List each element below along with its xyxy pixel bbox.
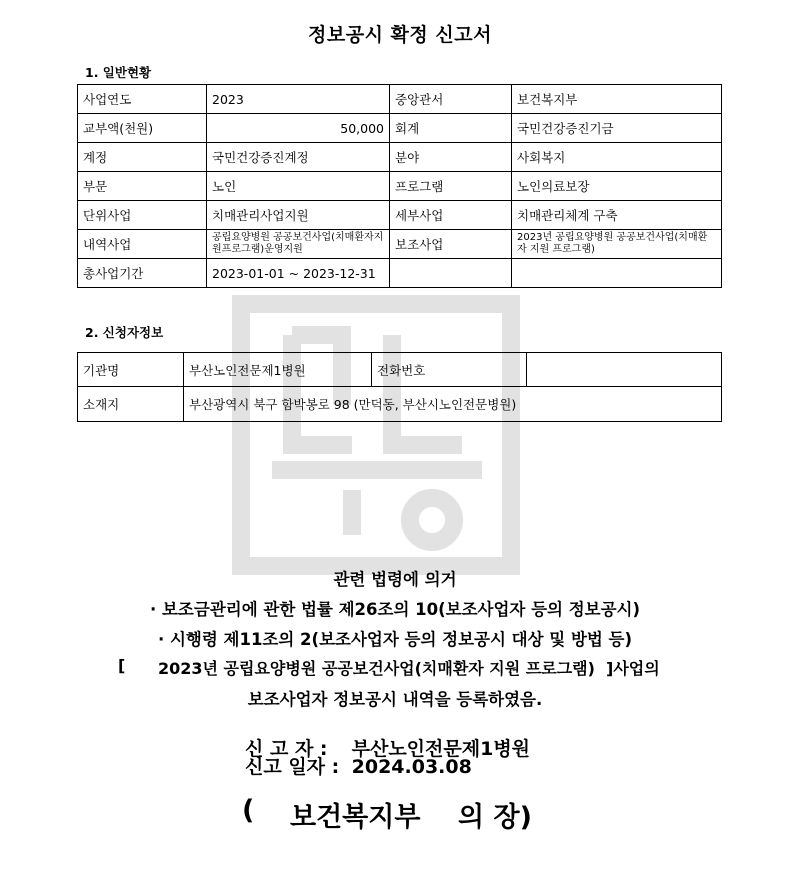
date-label: 신고 일자 : [245, 756, 340, 778]
statement-line-3: · 시행령 제11조의 2(보조사업자 등의 정보공시 대상 및 방법 등) [157, 630, 633, 649]
general-info-table [77, 84, 722, 288]
cell-value: 2023 [207, 85, 390, 114]
cell-value: 노인의료보장 [512, 172, 722, 201]
table-row [78, 353, 722, 387]
org-value: 부산노인전문제1병원 [184, 353, 372, 387]
cell-label: 보조사업 [390, 230, 512, 259]
cell-label: 단위사업 [78, 201, 207, 230]
cell-value: 사회복지 [512, 143, 722, 172]
table-row [78, 172, 722, 201]
address-label: 소재지 [78, 387, 184, 422]
cell-label: 회계 [390, 114, 512, 143]
cell-value: 치매관리체계 구축 [512, 201, 722, 230]
cell-value: 국민건강증진기금 [512, 114, 722, 143]
cell-value: 공립요양병원 공공보건사업(치매환자지원프로그램)운영지원 [207, 230, 390, 259]
cell-value: 50,000 [207, 114, 390, 143]
cell-label: 총사업기간 [78, 259, 207, 288]
table-row [78, 201, 722, 230]
date-line [245, 752, 472, 779]
cell-value: 보건복지부 [512, 85, 722, 114]
cell-label: 내역사업 [78, 230, 207, 259]
date-value: 2024.03.08 [351, 756, 472, 778]
cell-label: 프로그램 [390, 172, 512, 201]
cell-label: 부문 [78, 172, 207, 201]
address-value: 부산광역시 북구 함박봉로 98 (만덕동, 부산시노인전문병원) [184, 387, 722, 422]
org-label: 기관명 [78, 353, 184, 387]
section-applicant-heading: 2. 신청자정보 [85, 325, 164, 340]
cell-value: 국민건강증진계정 [207, 143, 390, 172]
statement-line-5: 보조사업자 정보공시 내역을 등록하였음. [247, 690, 543, 709]
statement-line-2: · 보조금관리에 관한 법률 제26조의 10(보조사업자 등의 정보공시) [149, 600, 641, 619]
table-row [78, 85, 722, 114]
cell-value: 노인 [207, 172, 390, 201]
applicant-info-table [77, 352, 722, 422]
cell-value [512, 259, 722, 288]
cell-label: 교부액(천원) [78, 114, 207, 143]
bracket-open: [ [118, 656, 126, 675]
reporter-label: 신 고 자 : [245, 738, 328, 760]
statement-line-1: 관련 법령에 의거 [333, 570, 457, 589]
cell-label: 계정 [78, 143, 207, 172]
table-row [78, 387, 722, 422]
reporter-value: 부산노인전문제1병원 [351, 738, 531, 760]
cell-label: 사업연도 [78, 85, 207, 114]
phone-value [527, 353, 722, 387]
table-row [78, 259, 722, 288]
footer-ministry: 보건복지부 [290, 802, 421, 833]
cell-label: 중앙관서 [390, 85, 512, 114]
document-title: 정보공시 확정 신고서 [308, 24, 492, 46]
phone-label: 전화번호 [372, 353, 527, 387]
watermark-seal [232, 295, 520, 575]
program-name: 2023년 공립요양병원 공공보건사업(치매환자 지원 프로그램) [158, 659, 595, 678]
cell-value: 2023-01-01 ~ 2023-12-31 [207, 259, 390, 288]
table-row [78, 230, 722, 259]
cell-value: 치매관리사업지원 [207, 201, 390, 230]
section-general-heading: 1. 일반현황 [85, 65, 152, 80]
footer-open-paren: ( [242, 795, 255, 826]
cell-label: 분야 [390, 143, 512, 172]
table-row [78, 143, 722, 172]
table-row [78, 114, 722, 143]
bracket-close: ]사업의 [606, 659, 660, 678]
footer-suffix: 의 장) [458, 802, 532, 833]
cell-label [390, 259, 512, 288]
cell-value: 2023년 공립요양병원 공공보건사업(치매환자 지원 프로그램) [512, 230, 722, 259]
cell-label: 세부사업 [390, 201, 512, 230]
